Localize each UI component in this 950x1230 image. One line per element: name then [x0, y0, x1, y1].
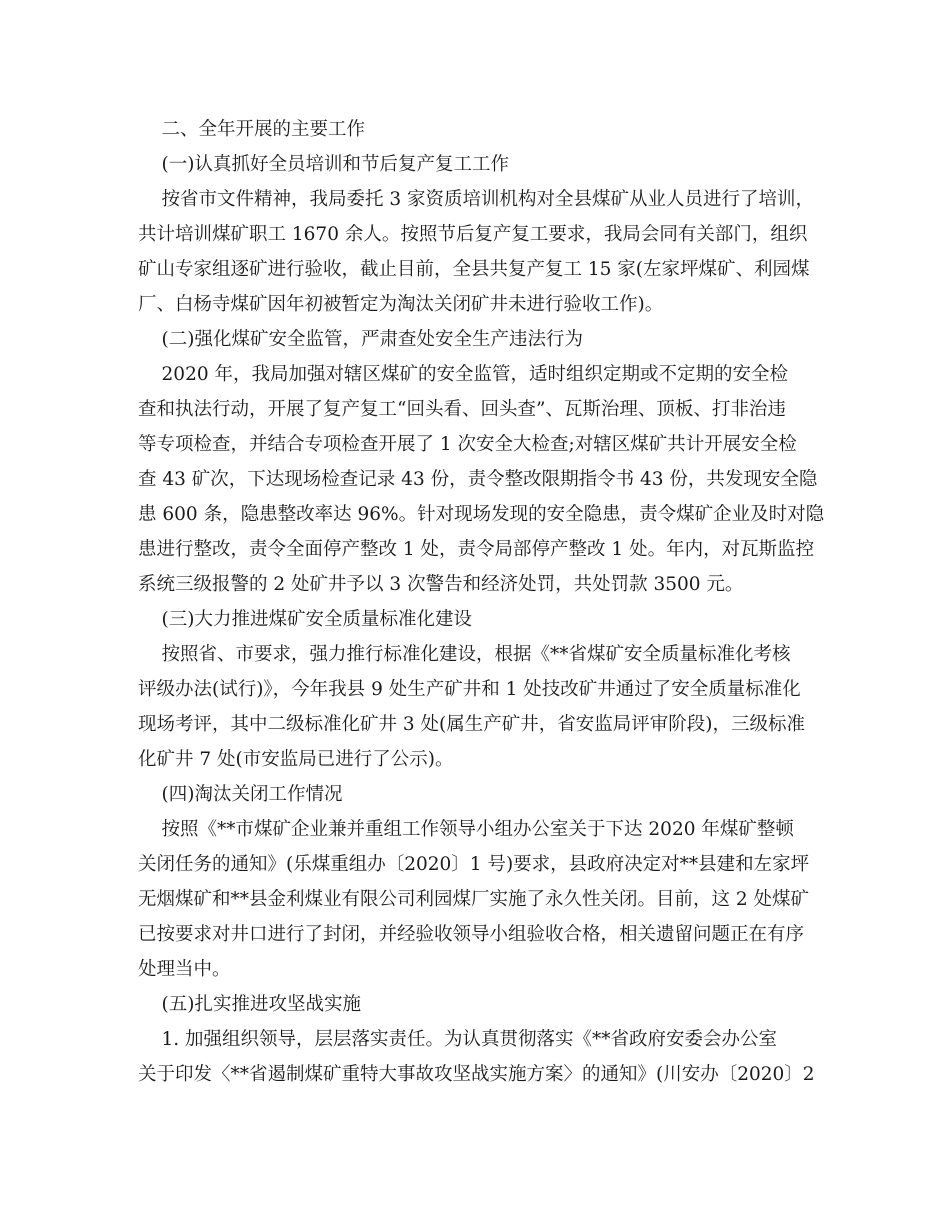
text-line: 关闭任务的通知》(乐煤重组办〔2020〕1 号)要求，县政府决定对**县建和左家坪 [138, 854, 810, 875]
text-line: 处理当中。 [138, 959, 231, 980]
text-line: 查和执法行动，开展了复产复工“回头看、回头查”、瓦斯治理、顶板、打非治违 [138, 399, 786, 420]
subsection-heading: (二)强化煤矿安全监管，严肃查处安全生产违法行为 [138, 329, 583, 350]
text-line: 无烟煤矿和**县金利煤业有限公司利园煤厂实施了永久性关闭。目前，这 2 处煤矿 [138, 889, 810, 910]
text-line: 共计培训煤矿职工 1670 余人。按照节后复产复工要求，我局会同有关部门，组织 [138, 224, 808, 245]
text-line: 矿山专家组逐矿进行验收，截止目前，全县共复产复工 15 家(左家坪煤矿、利园煤 [138, 259, 810, 280]
text-line: 按省市文件精神，我局委托 3 家资质培训机构对全县煤矿从业人员进行了培训， [138, 189, 815, 210]
text-line: 厂、白杨寺煤矿因年初被暂定为淘汰关闭矿井未进行验收工作)。 [138, 294, 664, 315]
text-line: 已按要求对井口进行了封闭，并经验收领导小组验收合格，相关遗留问题正在有序 [138, 924, 805, 945]
text-line: 查 43 矿次，下达现场检查记录 43 份，责令整改限期指令书 43 份，共发现安全隐 [138, 469, 818, 490]
subsection-heading: (四)淘汰关闭工作情况 [138, 784, 343, 805]
text-line: 2020 年，我局加强对辖区煤矿的安全监管，适时组织定期或不定期的安全检 [138, 364, 788, 385]
text-line: 按照《**市煤矿企业兼并重组工作领导小组办公室关于下达 2020 年煤矿整顿 [138, 819, 794, 840]
text-line: 1. 加强组织领导，层层落实责任。为认真贯彻落实《**省政府安委会办公室 [138, 1029, 778, 1050]
text-line: 等专项检查，并结合专项检查开展了 1 次安全大检查;对辖区煤矿共计开展安全检 [138, 434, 797, 455]
subsection-heading: (一)认真抓好全员培训和节后复产复工工作 [138, 154, 509, 175]
text-line: 现场考评，其中二级标准化矿井 3 处(属生产矿井，省安监局评审阶段)，三级标准 [138, 714, 805, 735]
subsection-heading: (三)大力推进煤矿安全质量标准化建设 [138, 609, 472, 630]
text-line: 关于印发〈**省遏制煤矿重特大事故攻坚战实施方案〉的通知》(川安办〔2020〕2 [138, 1064, 815, 1085]
subsection-heading: (五)扎实推进攻坚战实施 [138, 994, 361, 1015]
text-line: 患 600 条，隐患整改率达 96%。针对现场发现的安全隐患，责令煤矿企业及时对隐 [138, 504, 825, 525]
text-line: 患进行整改，责令全面停产整改 1 处，责令局部停产整改 1 处。年内，对瓦斯监控 [138, 539, 815, 560]
text-line: 评级办法(试行)》，今年我县 9 处生产矿井和 1 处技改矿井通过了安全质量标准化 [138, 679, 801, 700]
text-line: 化矿井 7 处(市安监局已进行了公示)。 [138, 749, 454, 770]
text-line: 系统三级报警的 2 处矿井予以 3 次警告和经济处罚，共处罚款 3500 元。 [138, 574, 744, 595]
text-line: 按照省、市要求，强力推行标准化建设，根据《**省煤矿安全质量标准化考核 [138, 644, 791, 665]
section-heading: 二、全年开展的主要工作 [138, 119, 366, 140]
